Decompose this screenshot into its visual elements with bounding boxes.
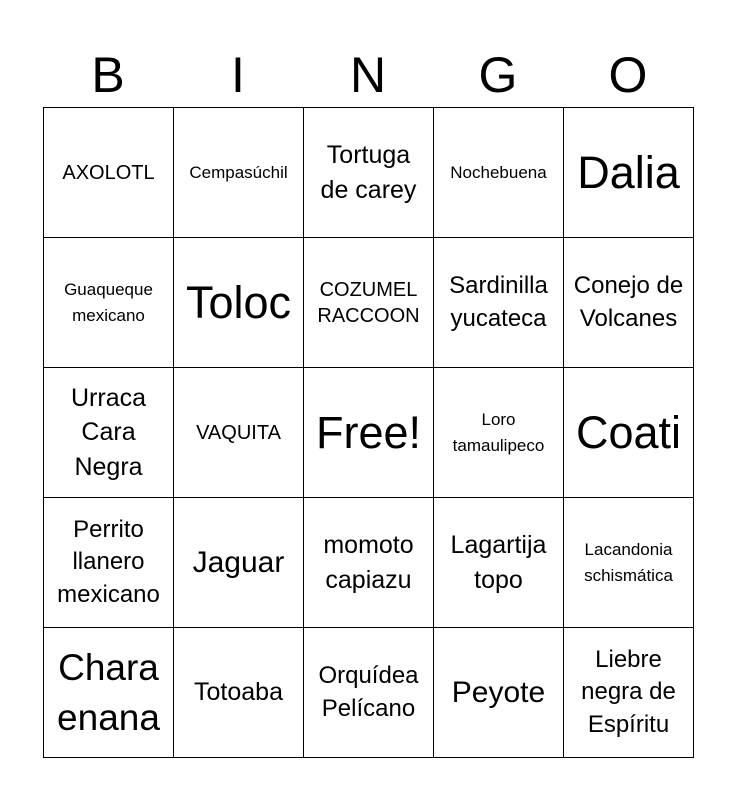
cell-label: VAQUITA	[196, 421, 281, 444]
bingo-cell[interactable]	[433, 497, 564, 628]
cell-label: Urraca Cara Negra	[70, 383, 146, 481]
bingo-cell[interactable]	[173, 367, 304, 498]
bingo-cell[interactable]	[563, 237, 694, 368]
cell-label: Liebre negra de Espíritu	[581, 645, 676, 738]
cell-label: Guaqueque mexicano	[64, 280, 153, 325]
bingo-cell[interactable]	[43, 497, 174, 628]
cell-label: AXOLOTL	[62, 161, 155, 184]
cell-label: Sardinilla yucateca	[449, 272, 548, 332]
bingo-header	[43, 44, 693, 106]
cell-label: Orquídea Pelícano	[318, 662, 419, 722]
bingo-cell[interactable]	[563, 107, 694, 238]
cell-label: Lagartija topo	[450, 531, 547, 594]
bingo-cell[interactable]	[433, 627, 564, 758]
bingo-cell[interactable]	[563, 627, 694, 758]
cell-label: Jaguar	[192, 545, 285, 579]
header-letter-o: O	[608, 47, 648, 103]
cell-label: Dalia	[577, 146, 680, 198]
bingo-cell[interactable]	[433, 237, 564, 368]
bingo-cell[interactable]	[173, 237, 304, 368]
bingo-cell[interactable]	[303, 237, 434, 368]
bingo-cell[interactable]	[563, 367, 694, 498]
bingo-cell[interactable]	[43, 237, 174, 368]
bingo-cell[interactable]	[173, 627, 304, 758]
cell-label: momoto capiazu	[323, 531, 414, 594]
cell-label: Peyote	[451, 675, 546, 709]
cell-label: Perrito llanero mexicano	[57, 515, 160, 608]
cell-label: Conejo de Volcanes	[573, 272, 684, 332]
header-letter-i: I	[231, 47, 245, 103]
bingo-cell[interactable]	[433, 107, 564, 238]
header-letter-b: B	[91, 47, 125, 103]
cell-label: Free!	[315, 406, 422, 458]
cell-label: Nochebuena	[450, 162, 547, 182]
bingo-cell[interactable]	[303, 497, 434, 628]
cell-label: Loro tamaulipeco	[452, 410, 545, 455]
cell-label: Tortuga de carey	[320, 141, 417, 204]
header-letter-n: N	[349, 47, 387, 103]
bingo-cell[interactable]	[43, 107, 174, 238]
cell-label: Totoaba	[194, 678, 283, 707]
bingo-cell[interactable]	[173, 497, 304, 628]
header-letter-g: G	[478, 47, 518, 103]
cell-label: Lacandonia schismática	[584, 540, 673, 585]
free-space-cell[interactable]	[303, 367, 434, 498]
bingo-cell[interactable]	[563, 497, 694, 628]
bingo-cell[interactable]	[43, 367, 174, 498]
cell-label: Toloc	[185, 276, 292, 328]
cell-label: Chara enana	[57, 646, 160, 738]
cell-label: COZUMEL RACCOON	[317, 278, 420, 327]
cell-label: Coati	[575, 406, 682, 458]
bingo-cell[interactable]	[303, 107, 434, 238]
bingo-cell[interactable]	[43, 627, 174, 758]
cell-label: Cempasúchil	[189, 162, 288, 182]
bingo-cell[interactable]	[173, 107, 304, 238]
bingo-cell[interactable]	[303, 627, 434, 758]
bingo-cell[interactable]	[433, 367, 564, 498]
bingo-board	[43, 107, 693, 757]
